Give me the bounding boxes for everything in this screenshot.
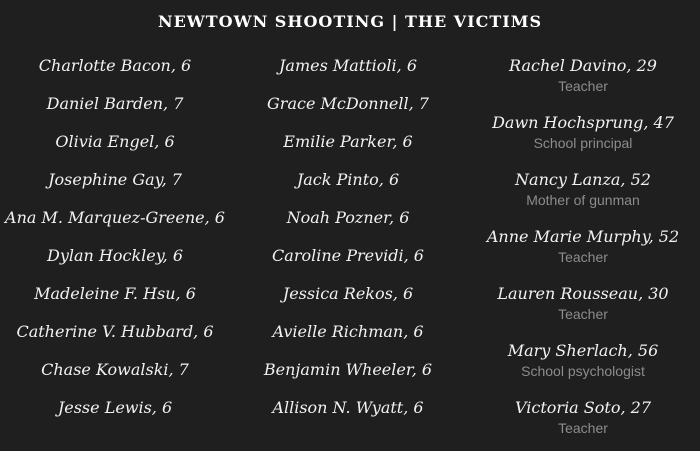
adult-victim: [466, 337, 700, 394]
victim-name: Madeleine F. Hsu, 6: [34, 284, 196, 303]
victim-name: Anne Marie Murphy, 52: [486, 227, 680, 246]
victim-name: Dawn Hochsprung, 47: [492, 113, 674, 132]
victim-name: Catherine V. Hubbard, 6: [16, 322, 214, 341]
victim-name: Mary Sherlach, 56: [507, 341, 659, 360]
victim-name: Jessica Rekos, 6: [282, 284, 414, 303]
victim-name: James Mattioli, 6: [278, 56, 417, 75]
victim-role: School psychologist: [521, 363, 645, 379]
victim-name: Emilie Parker, 6: [283, 132, 413, 151]
page-title: NEWTOWN SHOOTING | THE VICTIMS: [157, 12, 543, 31]
victim-name: Lauren Rousseau, 30: [497, 284, 669, 303]
victim-name: Jesse Lewis, 6: [57, 398, 173, 417]
victim-name: Dylan Hockley, 6: [46, 246, 183, 265]
adult-victim: [466, 394, 700, 451]
adult-victim: [466, 223, 700, 280]
victims-column-3: [466, 52, 700, 451]
victim-name: Ana M. Marquez-Greene, 6: [5, 208, 225, 227]
victim-role: Mother of gunman: [526, 192, 640, 208]
adult-victim: [466, 166, 700, 223]
victim-name: Nancy Lanza, 52: [515, 170, 651, 189]
victim-name: Chase Kowalski, 7: [41, 360, 189, 379]
victim-name: Olivia Engel, 6: [55, 132, 175, 151]
victim-name: Charlotte Bacon, 6: [38, 56, 192, 75]
victim-role: Teacher: [558, 78, 608, 94]
victim-name: Daniel Barden, 7: [46, 94, 184, 113]
adult-victim: [466, 109, 700, 166]
victim-name: Victoria Soto, 27: [515, 398, 651, 417]
victim-role: Teacher: [558, 420, 608, 436]
victim-name: Caroline Previdi, 6: [272, 246, 424, 265]
victim-role: Teacher: [558, 249, 608, 265]
victim-name: Avielle Richman, 6: [272, 322, 424, 341]
adult-victim: [466, 52, 700, 109]
victim-name: Benjamin Wheeler, 6: [263, 360, 433, 379]
victim-name: Noah Pozner, 6: [286, 208, 410, 227]
victim-role: Teacher: [558, 306, 608, 322]
victims-column-1: [0, 52, 230, 432]
victim-name: Rachel Davino, 29: [509, 56, 657, 75]
victim-role: School principal: [533, 135, 633, 151]
victim-name: Josephine Gay, 7: [48, 170, 182, 189]
victim-name: Allison N. Wyatt, 6: [272, 398, 424, 417]
victim-name: Grace McDonnell, 7: [267, 94, 429, 113]
adult-victim: [466, 280, 700, 337]
victim-name: Jack Pinto, 6: [296, 170, 400, 189]
victims-column-2: [232, 52, 464, 432]
